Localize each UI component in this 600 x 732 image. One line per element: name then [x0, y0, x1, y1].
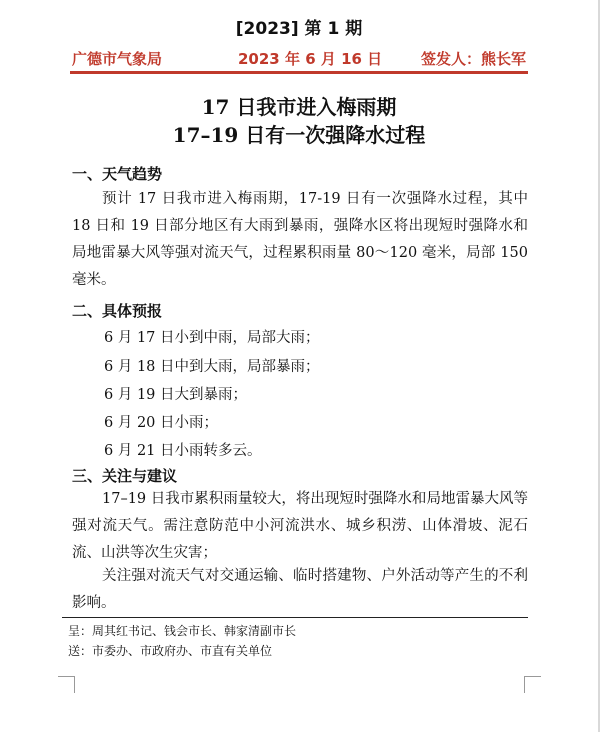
- issue-number: [2023] 第 1 期: [235, 19, 363, 39]
- footer-divider: [62, 617, 528, 618]
- trend-paragraph: 预计 17 日我市进入梅雨期，17-19 日有一次强降水过程，其中 18 日和 19 日部分地区有大雨到暴雨，强降水区将出现短时强降水和局地雷暴大风等强对流天气，过程累积雨量 80～120 毫米，局部 150 毫米。: [72, 191, 528, 288]
- section-heading-forecast: 二、具体预报: [72, 302, 163, 320]
- advice-paragraph-1: 17–19 日我市累积雨量较大，将出现短时强降水和局地雷暴大风等强对流天气。需注意防范中小河流洪水、城乡积涝、山体滑坡、泥石流、山洪等次生灾害；: [72, 491, 528, 561]
- issuer: 签发人：熊长军: [420, 50, 526, 68]
- document-title: [0, 93, 598, 149]
- page-corner-marker-right: [524, 676, 541, 693]
- forecast-item: 6 月 20 日小雨；: [104, 415, 219, 431]
- title-line-2: 17–19 日有一次强降水过程: [172, 123, 426, 147]
- footer-cheng: 呈：周其红书记、钱会市长、韩家清副市长: [68, 624, 297, 638]
- forecast-item: 6 月 18 日中到大雨，局部暴雨；: [104, 359, 320, 375]
- forecast-item: 6 月 21 日小雨转多云。: [104, 443, 262, 459]
- forecast-item: 6 月 19 日大到暴雨；: [104, 387, 248, 403]
- red-divider: [70, 71, 528, 74]
- section-heading-trend: 一、天气趋势: [72, 165, 163, 183]
- advice-paragraph-2: 关注强对流天气对交通运输、临时搭建物、户外活动等产生的不利影响。: [72, 568, 528, 611]
- section-heading-advice: 三、关注与建议: [72, 467, 178, 485]
- title-line-1: 17 日我市进入梅雨期: [201, 95, 397, 119]
- page-corner-marker-left: [58, 676, 75, 693]
- issue-date: 2023 年 6 月 16 日: [238, 50, 383, 68]
- issuing-organization: 广德市气象局: [72, 50, 163, 68]
- forecast-item: 6 月 17 日小到中雨，局部大雨；: [104, 330, 320, 346]
- footer-song: 送：市委办、市政府办、市直有关单位: [68, 644, 273, 658]
